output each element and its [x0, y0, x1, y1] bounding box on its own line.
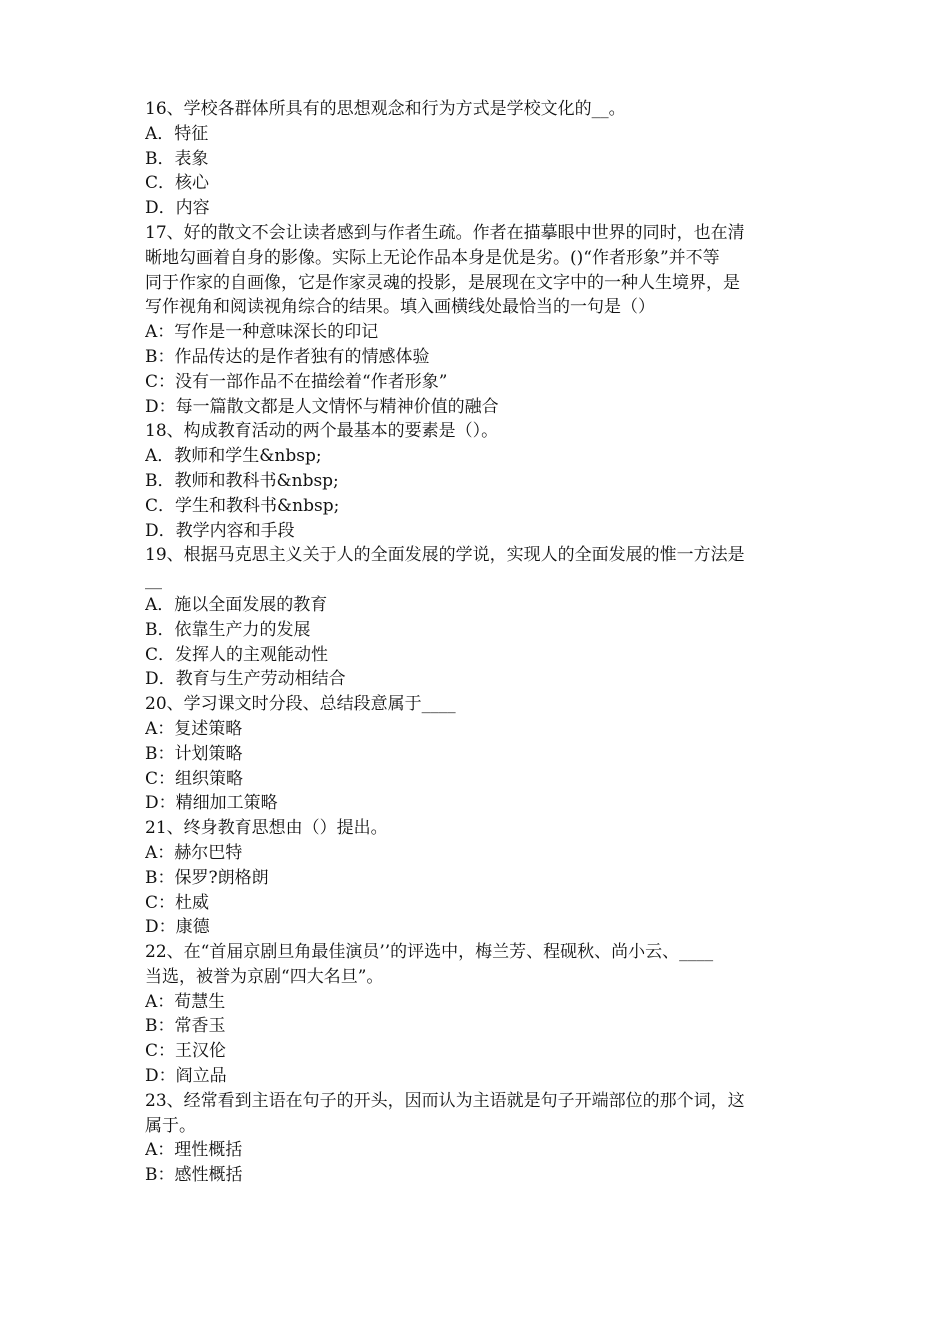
document-page: [145, 97, 810, 1188]
question-17-stem-line-4: 写作视角和阅读视角综合的结果。填入画横线处最恰当的一句是（）: [145, 297, 655, 318]
question-16-option-a: A．特征: [145, 123, 209, 144]
question-16-option-b: B．表象: [145, 148, 209, 169]
question-22-stem-line-2: 当选，被誉为京剧“四大名旦”。: [145, 966, 384, 987]
question-21-option-d: D：康德: [145, 917, 210, 938]
question-19-stem-line-1: 19、根据马克思主义关于人的全面发展的学说，实现人的全面发展的惟一方法是: [145, 545, 745, 566]
question-20-stem: 20、学习课文时分段、总结段意属于____: [145, 694, 456, 715]
question-17-option-c: C：没有一部作品不在描绘着“作者形象”: [145, 371, 448, 392]
question-18-option-b: B．教师和教科书&nbsp;: [145, 470, 339, 491]
question-21-stem: 21、终身教育思想由（）提出。: [145, 818, 388, 839]
question-16-option-d: D．内容: [145, 198, 210, 219]
question-16-stem: 16、学校各群体所具有的思想观念和行为方式是学校文化的__。: [145, 99, 626, 119]
question-17-option-a: A：写作是一种意味深长的印记: [145, 322, 379, 343]
question-16-option-c: C．核心: [145, 173, 210, 194]
question-20-option-b: B：计划策略: [145, 743, 243, 764]
question-21-option-c: C：杜威: [145, 892, 210, 913]
question-21-option-a: A：赫尔巴特: [145, 842, 243, 863]
question-20-option-a: A：复述策略: [145, 718, 243, 739]
question-22-option-c: C：王汉伦: [145, 1041, 227, 1062]
question-18-option-c: C．学生和教科书&nbsp;: [145, 495, 340, 516]
question-21-option-b: B：保罗?朗格朗: [145, 867, 269, 888]
question-23-option-b: B：感性概括: [145, 1165, 243, 1186]
question-18-option-a: A．教师和学生&nbsp;: [145, 446, 322, 467]
question-17-stem-line-2: 晰地勾画着自身的影像。实际上无论作品本身是优是劣。()“作者形象”并不等: [145, 247, 720, 268]
question-19-option-a: A．施以全面发展的教育: [145, 594, 328, 615]
question-23-stem-line-1: 23、经常看到主语在句子的开头，因而认为主语就是句子开端部位的那个词，这: [145, 1090, 745, 1111]
question-22-option-d: D：阎立品: [145, 1066, 227, 1087]
question-19-option-b: B．依靠生产力的发展: [145, 619, 311, 640]
question-17-stem-line-3: 同于作家的自画像，它是作家灵魂的投影，是展现在文字中的一种人生境界，是: [145, 272, 740, 293]
question-22-option-b: B：常香玉: [145, 1016, 226, 1037]
question-18-option-d: D．教学内容和手段: [145, 520, 295, 541]
question-23-stem-line-2: 属于。: [145, 1115, 196, 1136]
question-19-stem-line-2: __: [145, 570, 162, 591]
question-19-option-c: C．发挥人的主观能动性: [145, 644, 329, 665]
question-20-option-d: D：精细加工策略: [145, 793, 278, 814]
question-17-stem-line-1: 17、好的散文不会让读者感到与作者生疏。作者在描摹眼中世界的同时，也在清: [145, 222, 745, 243]
question-22-stem-line-1: 22、在“首届京剧旦角最佳演员’’的评选中，梅兰芳、程砚秋、尚小云、____: [145, 942, 714, 963]
question-17-option-b: B：作品传达的是作者独有的情感体验: [145, 346, 430, 367]
question-19-option-d: D．教育与生产劳动相结合: [145, 669, 346, 690]
question-17-option-d: D：每一篇散文都是人文情怀与精神价值的融合: [145, 396, 499, 417]
question-18-stem: 18、构成教育活动的两个最基本的要素是（）。: [145, 421, 499, 442]
question-20-option-c: C：组织策略: [145, 768, 244, 789]
question-23-option-a: A：理性概括: [145, 1140, 243, 1161]
question-22-option-a: A：荀慧生: [145, 991, 226, 1012]
